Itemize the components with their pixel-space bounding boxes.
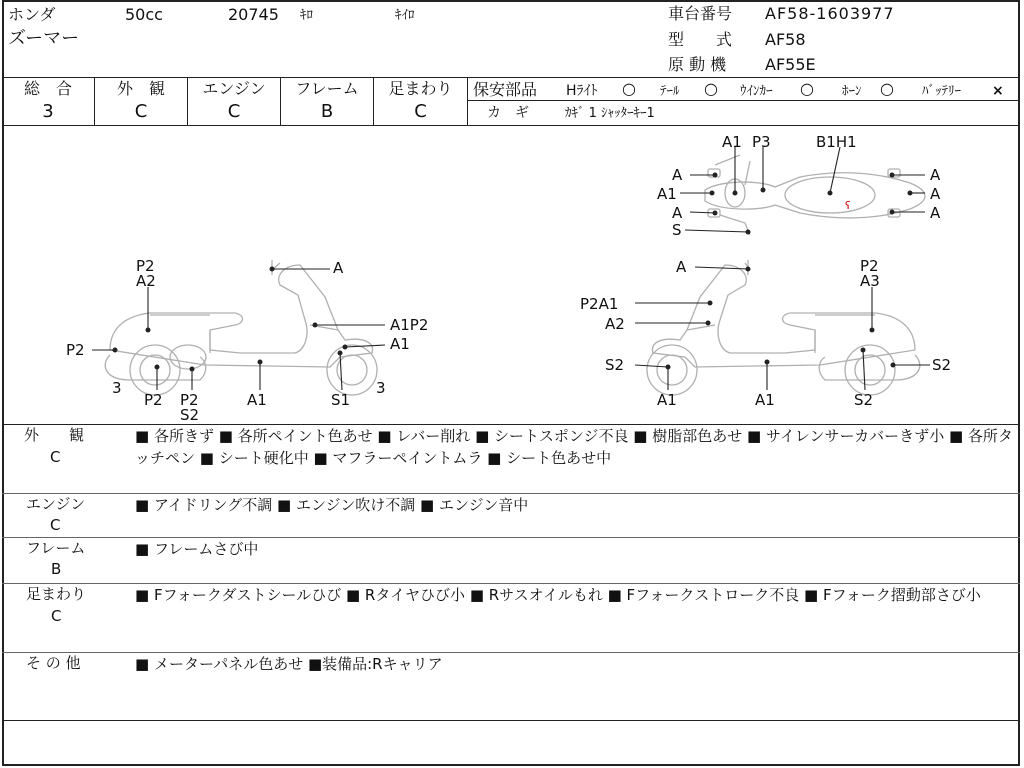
lbl-top-a-r1: A [930,166,941,184]
lbl-left-a: A [333,259,344,277]
headlight-mark: ○ [622,79,636,98]
divider [2,77,1020,78]
lbl-right-s2-r: S2 [932,356,952,374]
mileage: 20745 [228,5,279,24]
engine-grade-label: エンジン [202,79,266,98]
lbl-left-p2-2: P2 [66,341,85,359]
displacement: 50cc [125,5,163,24]
left-labels [66,257,428,424]
remark-exterior-grade: C [50,448,61,466]
lbl-top-a-l1: A [672,166,683,184]
lbl-right-a: A [676,258,687,276]
lbl-right-p2a1: P2A1 [580,295,619,313]
lbl-top-p3: P3 [752,133,771,151]
top-marker: ʕ [845,199,851,212]
model-name: ズーマー [8,28,80,49]
divider [2,720,1020,721]
right-leader-lines [635,267,930,390]
safety-item-battery: ﾊﾞｯﾃﾘｰ [922,84,961,99]
engine-value: AF55E [765,55,816,74]
tail-mark: ○ [704,79,718,98]
remark-suspension-grade: C [51,607,62,625]
lbl-right-a1-a: A1 [657,391,677,409]
lbl-right-a3: A3 [860,272,880,290]
frame-grade-label: フレーム [295,79,359,98]
remark-engine-text: ■ アイドリング不調 ■ エンジン吹け不調 ■ エンジン音中 [135,496,529,514]
suspension-grade: C [414,101,427,122]
damage-diagram [0,125,1024,425]
top-leader-lines [680,147,925,232]
right-labels [580,257,951,409]
lbl-top-a-r3: A [930,204,941,222]
key-value: ｶｷﾞ 1 ｼｬｯﾀｰｷｰ1 [565,106,655,121]
safety-item-horn: ﾎｰﾝ [842,84,862,99]
remark-engine-grade: C [50,516,61,534]
remark-exterior-text: ■ 各所きず ■ 各所ペイント色あせ ■ レバー削れ ■ シートスポンジ不良 ■ 樹脂部色あせ ■ サイレンサーカバーきず小 ■ 各所タッチペン ■ シート硬化中 ■ マフラーペイントムラ ■ シート色あせ中 [135,427,1013,467]
remark-exterior-label: 外 観 [24,426,85,444]
engine-label: 原 動 機 [668,55,727,74]
lbl-left-s2: S2 [180,406,200,424]
type-label: 型 式 [668,30,733,49]
remark-engine-label: エンジン [26,495,86,513]
top-labels [657,133,941,239]
type-value: AF58 [765,30,806,49]
lbl-right-s2-l: S2 [605,356,625,374]
lbl-left-p2-4: P2 [180,391,199,409]
frame-no-label: 車台番号 [668,4,733,23]
maker: ホンダ [8,5,56,24]
scooter-top-view [705,155,925,235]
exterior-grade: C [134,101,148,122]
lbl-left-a2: A2 [136,272,156,290]
lbl-right-a1-b: A1 [755,391,775,409]
lbl-left-s1: S1 [331,391,351,409]
key-label: カ ギ [487,105,529,121]
lbl-top-b1h1: B1H1 [816,133,857,151]
remark-suspension-label: 足まわり [26,585,87,603]
overall-grade: 3 [42,101,54,122]
lbl-left-a1-2: A1 [247,391,267,409]
divider [467,77,468,125]
lbl-left-p2: P2 [136,257,155,275]
remark-suspension-text: ■ Fフォークダストシールひび ■ Rタイヤひび小 ■ Rサスオイルもれ ■ Fフォークストローク不良 ■ Fフォーク摺動部さび小 [135,586,981,604]
safety-item-headlight: Hﾗｲﾄ [566,83,598,99]
suspension-grade-label: 足まわり [388,79,453,98]
horn-mark: ○ [880,79,894,98]
divider [468,100,1020,101]
lbl-left-a1p2: A1P2 [390,316,429,334]
mileage-unit: ｷﾛ [300,8,313,23]
lbl-top-a-r2: A [930,185,941,203]
lbl-top-a1: A1 [722,133,742,151]
lbl-left-3-a: 3 [112,379,122,397]
engine-grade: C [227,101,241,122]
lbl-left-p2-3: P2 [144,391,163,409]
lbl-left-a1: A1 [390,335,410,353]
lbl-right-s2-b: S2 [854,391,874,409]
lbl-right-p2: P2 [860,257,879,275]
exterior-label: 外 観 [116,79,165,98]
safety-label: 保安部品 [473,80,538,99]
remark-frame-grade: B [51,560,62,578]
remark-frame-text: ■ フレームさび中 [135,540,259,558]
lbl-left-3-b: 3 [376,379,386,397]
remark-frame-label: フレーム [26,539,86,557]
remark-other-label: そ の 他 [26,654,81,672]
winker-mark: ○ [800,79,814,98]
battery-mark: × [992,83,1004,99]
frame-grade: B [320,101,334,122]
remark-other-text: ■ メーターパネル色あせ ■装備品:Rキャリア [135,655,443,673]
mileage-unit-2: ｷｲﾛ [395,8,415,23]
frame-no: AF58-1603977 [765,4,895,23]
safety-item-winker: ｳｲﾝｶｰ [740,84,773,99]
lbl-top-s: S [672,221,682,239]
safety-item-tail: ﾃｰﾙ [660,84,680,99]
lbl-top-a1-l: A1 [657,185,677,203]
lbl-top-a-l2: A [672,204,683,222]
lbl-right-a2: A2 [605,315,625,333]
overall-label: 総 合 [23,79,72,98]
